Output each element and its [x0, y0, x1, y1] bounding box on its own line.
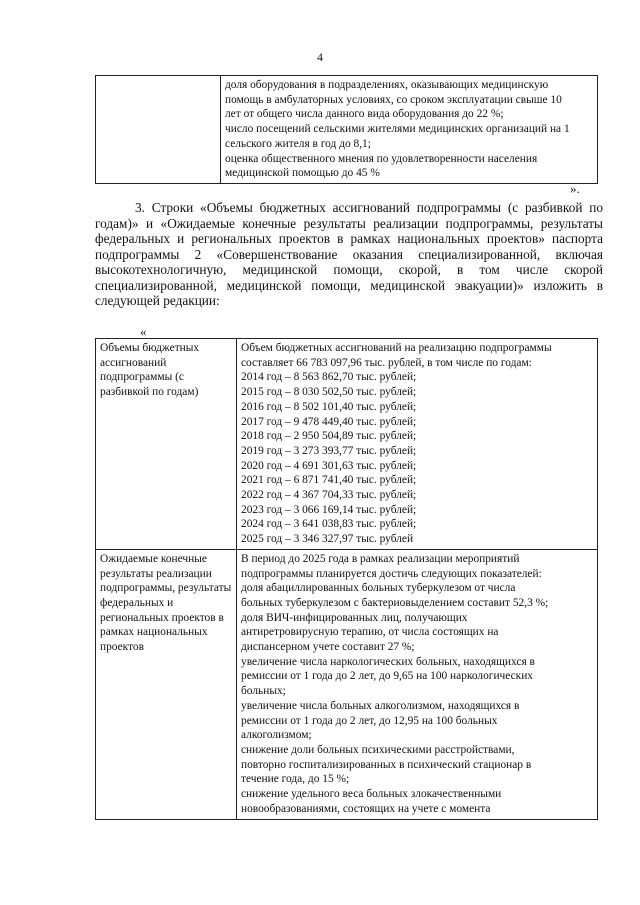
- text-line: В период до 2025 года в рамках реализации мероприятий: [241, 552, 520, 565]
- year-line: 2022 год – 4 367 704,33 тыс. рублей;: [241, 489, 417, 502]
- year-line: 2019 год – 3 273 393,77 тыс. рублей;: [241, 444, 417, 457]
- body-paragraph: 3. Строки «Объемы бюджетных ассигнований подпрограммы (с разбивкой по годам)» и «Ожидаемые конечные результаты реализации подпрограммы, результаты федеральных и региональных проектов в рамках национальных проектов» паспорта подпрограммы 2 «Совершенствование оказания специализированной, включая высокотехнологичную, медицинской помощи, скорой, в том числе скорой специализированной, медицинской помощи, медицинской эвакуации)» изложить в следующей редакции:: [95, 200, 603, 308]
- year-line: 2025 год – 3 346 327,97 тыс. рублей: [241, 533, 414, 546]
- year-line: 2024 год – 3 641 038,83 тыс. рублей;: [241, 518, 417, 531]
- text-line: снижение доли больных психическими расстройствами,: [241, 743, 515, 756]
- text-line: алкоголизмом;: [241, 729, 312, 742]
- year-line: 2014 год – 8 563 862,70 тыс. рублей;: [241, 371, 417, 384]
- text-line: снижение удельного веса больных злокачественными: [241, 788, 502, 801]
- text-line: составляет 66 783 097,96 тыс. рублей, в том числе по годам:: [241, 356, 532, 369]
- text-line: подпрограммы планируется достичь следующих показателей:: [241, 567, 542, 580]
- year-line: 2015 год – 8 030 502,50 тыс. рублей;: [241, 386, 417, 399]
- text-line: повторно госпитализированных в психический стационар в: [241, 758, 532, 771]
- results-value-cell: [237, 549, 598, 819]
- year-line: 2018 год – 2 950 504,89 тыс. рублей;: [241, 430, 417, 443]
- text-line: число посещений сельскими жителями медицинских организаций на 1: [225, 123, 570, 136]
- text-line: новообразованиями, состоящих на учете с момента: [241, 802, 491, 815]
- text-line: увеличение числа наркологических больных, находящихся в: [241, 655, 535, 668]
- text-line: течение года, до 15 %;: [241, 773, 350, 786]
- text-line: ремиссии от 1 года до 2 лет, до 12,95 на 100 больных: [241, 714, 498, 727]
- text-line: доля ВИЧ-инфицированных лиц, получающих: [241, 611, 468, 624]
- text-line: оценка общественного мнения по удовлетворенности населения: [225, 152, 538, 165]
- page-number: 4: [317, 50, 323, 64]
- text-line: лет от общего числа данного вида оборудования до 22 %;: [225, 108, 504, 121]
- text-line: Объем бюджетных ассигнований на реализацию подпрограммы: [241, 342, 552, 354]
- year-line: 2017 год – 9 478 449,40 тыс. рублей;: [241, 415, 417, 428]
- text-line: помощь в амбулаторных условиях, со сроком эксплуатации свыше 10: [225, 93, 562, 106]
- text-line: увеличение числа больных алкоголизмом, находящихся в: [241, 699, 520, 712]
- table-row: [96, 76, 598, 184]
- continuation-table: [95, 75, 598, 184]
- text-line: доля абациллированных больных туберкулезом от числа: [241, 582, 516, 595]
- text-line: антиретровирусную терапию, от числа состоящих на: [241, 626, 499, 639]
- table1-left-cell: [96, 76, 221, 184]
- passport-table: [95, 338, 598, 820]
- text-line: медицинской помощью до 45 %: [225, 167, 380, 180]
- year-line: 2021 год – 6 871 741,40 тыс. рублей;: [241, 474, 417, 487]
- year-line: 2023 год – 3 066 169,14 тыс. рублей;: [241, 503, 417, 516]
- text-line: сельского жителя в год до 8,1;: [225, 137, 371, 150]
- closing-quote: ».: [570, 181, 580, 196]
- results-label-cell: Ожидаемые конечные результаты реализации подпрограммы, результаты федеральных и региональных проектов в рамках национальных проектов: [96, 549, 237, 819]
- opening-quote: «: [140, 324, 147, 339]
- table-row: [96, 549, 598, 819]
- text-line: больных;: [241, 685, 286, 698]
- text-line: доля оборудования в подразделениях, оказывающих медицинскую: [225, 79, 549, 91]
- year-line: 2020 год – 4 691 301,63 тыс. рублей;: [241, 459, 417, 472]
- budget-value-cell: [237, 339, 598, 550]
- text-line: больных туберкулезом с бактериовыделением составит 52,3 %;: [241, 596, 549, 609]
- budget-label-cell: Объемы бюджетных ассигнований подпрограммы (с разбивкой по годам): [96, 339, 237, 550]
- table-row: [96, 339, 598, 550]
- table1-right-cell: [221, 76, 598, 184]
- year-line: 2016 год – 8 502 101,40 тыс. рублей;: [241, 400, 417, 413]
- text-line: ремиссии от 1 года до 2 лет, до 9,65 на 100 наркологических: [241, 670, 534, 683]
- text-line: диспансерном учете составит 27 %;: [241, 641, 415, 654]
